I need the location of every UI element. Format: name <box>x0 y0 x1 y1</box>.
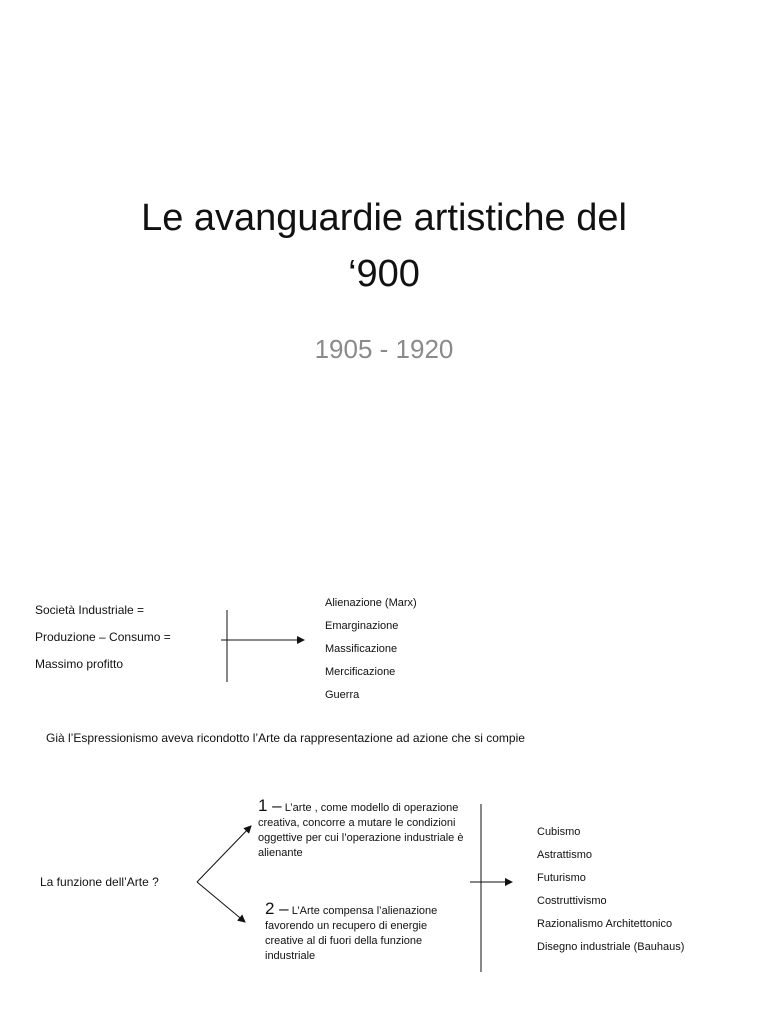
list-item: Alienazione (Marx) <box>325 597 417 609</box>
branch-arrow-up <box>197 826 251 882</box>
society-line-1: Società Industriale = <box>35 603 145 617</box>
option-1-text: L’arte , come modello di operazione creativa, concorre a mutare le condizioni oggettive per cui l’operazione industriale è alienante <box>258 802 464 859</box>
expressionism-statement: Già l’Espressionismo aveva ricondotto l’Arte da rappresentazione ad azione che si compie <box>46 731 525 745</box>
list-item: Costruttivismo <box>537 895 607 907</box>
slide-subtitle: 1905 - 1920 <box>314 334 454 364</box>
option-1-number: 1 – <box>258 796 282 815</box>
slide-title <box>60 190 708 302</box>
movements-list <box>537 821 684 959</box>
society-line-2: Produzione – Consumo = <box>35 630 171 644</box>
effects-list <box>325 592 417 707</box>
list-item: Astrattismo <box>537 849 593 861</box>
slide-title-line-1: Le avanguardie artistiche del <box>141 197 627 239</box>
option-2-text: L’Arte compensa l’alienazione favorendo un recupero di energie creative al di fuori della funzione industriale <box>265 905 438 962</box>
branch-arrow-down <box>197 882 245 922</box>
list-item: Razionalismo Architettonico <box>537 918 673 930</box>
list-item: Futurismo <box>537 872 586 884</box>
art-function-question: La funzione dell’Arte ? <box>40 875 159 889</box>
list-item: Massificazione <box>325 643 398 655</box>
option-2 <box>265 901 455 964</box>
list-item: Mercificazione <box>325 666 396 678</box>
list-item: Guerra <box>325 689 360 701</box>
option-1 <box>258 798 476 861</box>
society-line-3: Massimo profitto <box>35 657 124 671</box>
list-item: Emarginazione <box>325 620 399 632</box>
slide-title-line-2: ‘900 <box>348 253 420 295</box>
option-2-number: 2 – <box>265 899 289 918</box>
list-item: Disegno industriale (Bauhaus) <box>537 941 685 953</box>
list-item: Cubismo <box>537 826 581 838</box>
concept-slide <box>0 576 768 1024</box>
